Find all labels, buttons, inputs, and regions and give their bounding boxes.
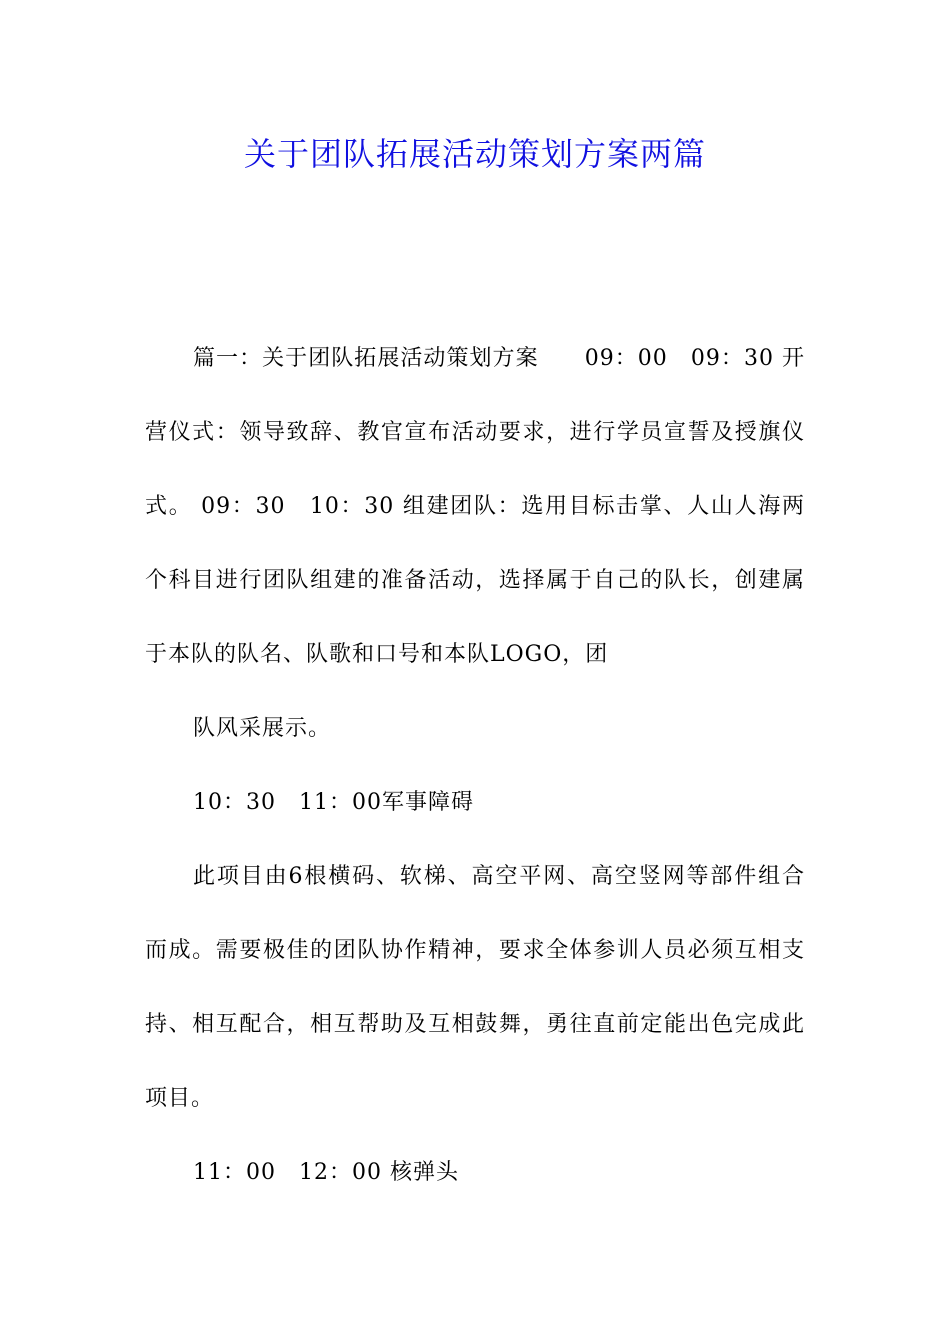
paragraph-military-obstacle-time: 10：30 11：00军事障碍 <box>193 790 474 815</box>
paragraph-schedule-intro: 篇一：关于团队拓展活动策划方案 09：00 09：30 开营仪式：领导致辞、教官宣布活动要求，进行学员宣誓及授旗仪式。 09：30 10：30 组建团队：选用目标击掌、人山人海两个科目进行团队组建的准备活动，选择属于自己的队长，创建属于本队的队名、队歌和口号和本队LOGO，团 <box>145 346 805 667</box>
paragraph-team-showcase: 队风采展示。 <box>193 716 332 741</box>
paragraph-military-obstacle-desc: 此项目由6根横码、软梯、高空平网、高空竖网等部件组合而成。需要极佳的团队协作精神，要求全体参训人员必须互相支持、相互配合，相互帮助及互相鼓舞，勇往直前定能出色完成此项目。 <box>145 864 805 1111</box>
document-body <box>145 322 805 1210</box>
document-title: 关于团队拓展活动策划方案两篇 <box>243 135 706 173</box>
paragraph-nuclear-warhead-time: 11：00 12：00 核弹头 <box>193 1160 459 1185</box>
